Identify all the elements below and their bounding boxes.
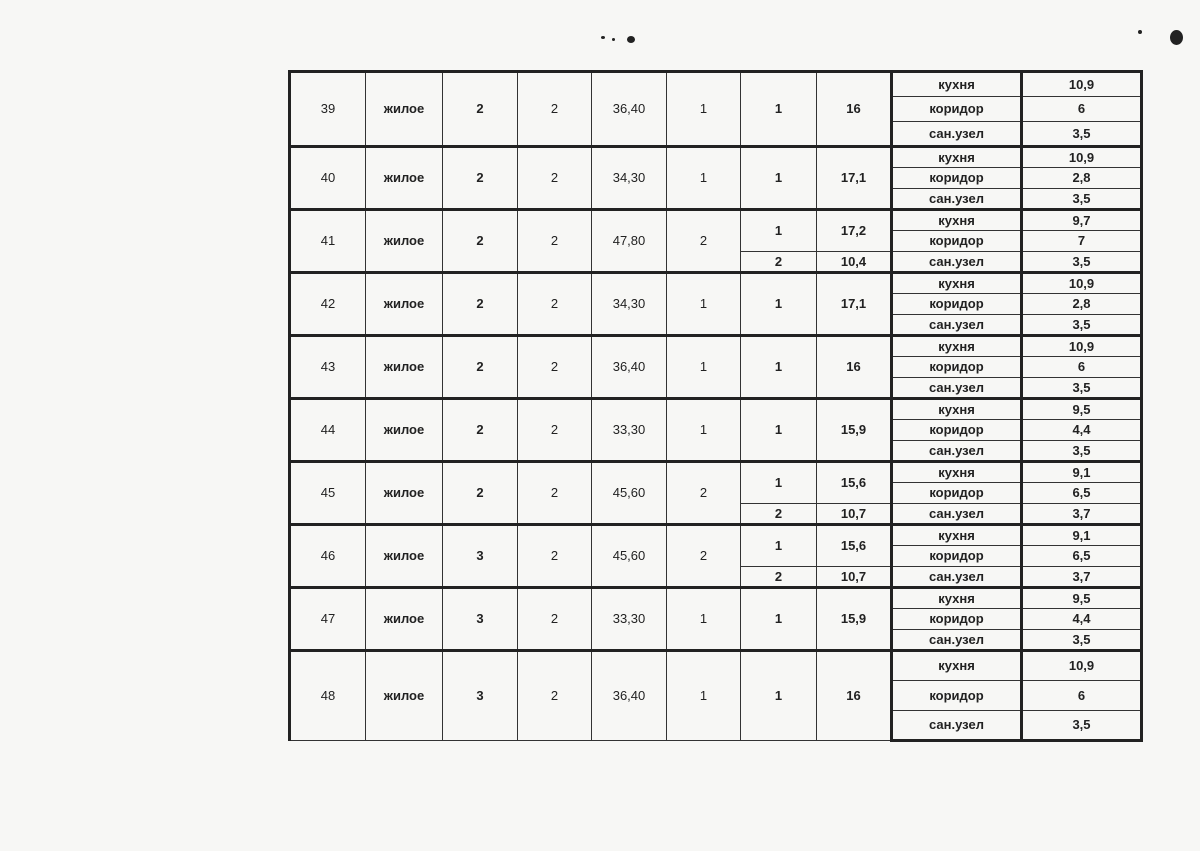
- apartment-number: 46: [290, 525, 366, 588]
- aux-room-area: 3,5: [1022, 122, 1142, 147]
- floor-value: 2: [443, 72, 518, 147]
- column-value: 2: [518, 336, 592, 399]
- aux-room-name: сан.узел: [892, 504, 1022, 525]
- apartment-number: 44: [290, 399, 366, 462]
- aux-room-area: 4,4: [1022, 420, 1142, 441]
- room-count: 2: [667, 462, 741, 525]
- room-number: 1: [741, 462, 817, 504]
- scan-speck: [601, 36, 605, 39]
- aux-room-name: коридор: [892, 609, 1022, 630]
- aux-room-area: 9,5: [1022, 399, 1142, 420]
- table-row: [290, 399, 1142, 420]
- room-area: 15,9: [817, 399, 892, 462]
- aux-room-area: 3,5: [1022, 378, 1142, 399]
- scan-speck: [612, 38, 615, 41]
- aux-room-area: 3,5: [1022, 315, 1142, 336]
- total-area: 45,60: [592, 462, 667, 525]
- premise-type: жилое: [366, 147, 443, 210]
- aux-room-area: 3,7: [1022, 567, 1142, 588]
- room-number: 1: [741, 147, 817, 210]
- aux-room-area: 6: [1022, 357, 1142, 378]
- aux-room-area: 3,5: [1022, 189, 1142, 210]
- room-area: 16: [817, 336, 892, 399]
- table-row: [290, 273, 1142, 294]
- aux-room-name: коридор: [892, 294, 1022, 315]
- aux-room-name: сан.узел: [892, 252, 1022, 273]
- room-count: 1: [667, 588, 741, 651]
- aux-room-area: 6: [1022, 97, 1142, 122]
- apartment-number: 48: [290, 651, 366, 741]
- scan-speck: [1138, 30, 1142, 34]
- column-value: 2: [518, 588, 592, 651]
- floor-value: 2: [443, 336, 518, 399]
- room-number: 2: [741, 567, 817, 588]
- apartment-table: [288, 70, 1143, 742]
- table-row: [290, 72, 1142, 97]
- premise-type: жилое: [366, 399, 443, 462]
- room-number: 1: [741, 273, 817, 336]
- floor-value: 3: [443, 651, 518, 741]
- floor-value: 2: [443, 462, 518, 525]
- apartment-number: 42: [290, 273, 366, 336]
- floor-value: 3: [443, 588, 518, 651]
- aux-room-area: 9,5: [1022, 588, 1142, 609]
- room-area: 15,6: [817, 462, 892, 504]
- aux-room-name: коридор: [892, 231, 1022, 252]
- aux-room-area: 2,8: [1022, 168, 1142, 189]
- premise-type: жилое: [366, 651, 443, 741]
- floor-value: 2: [443, 273, 518, 336]
- aux-room-name: коридор: [892, 681, 1022, 711]
- total-area: 34,30: [592, 273, 667, 336]
- aux-room-area: 6,5: [1022, 546, 1142, 567]
- column-value: 2: [518, 210, 592, 273]
- table-row: [290, 525, 1142, 546]
- aux-room-area: 3,5: [1022, 252, 1142, 273]
- column-value: 2: [518, 273, 592, 336]
- aux-room-name: кухня: [892, 210, 1022, 231]
- table-row: [290, 210, 1142, 231]
- room-area: 15,9: [817, 588, 892, 651]
- aux-room-name: кухня: [892, 147, 1022, 168]
- aux-room-area: 6: [1022, 681, 1142, 711]
- column-value: 2: [518, 462, 592, 525]
- aux-room-area: 9,1: [1022, 462, 1142, 483]
- column-value: 2: [518, 147, 592, 210]
- apartment-number: 43: [290, 336, 366, 399]
- room-area: 15,6: [817, 525, 892, 567]
- floor-value: 2: [443, 399, 518, 462]
- aux-room-area: 3,5: [1022, 711, 1142, 741]
- premise-type: жилое: [366, 462, 443, 525]
- room-number: 1: [741, 588, 817, 651]
- room-count: 1: [667, 399, 741, 462]
- aux-room-name: сан.узел: [892, 441, 1022, 462]
- aux-room-name: коридор: [892, 483, 1022, 504]
- total-area: 36,40: [592, 336, 667, 399]
- room-count: 1: [667, 336, 741, 399]
- room-number: 1: [741, 72, 817, 147]
- aux-room-name: кухня: [892, 462, 1022, 483]
- total-area: 33,30: [592, 588, 667, 651]
- room-number: 1: [741, 399, 817, 462]
- apartment-number: 39: [290, 72, 366, 147]
- room-area: 16: [817, 651, 892, 741]
- aux-room-area: 4,4: [1022, 609, 1142, 630]
- scan-speck: [627, 36, 635, 43]
- aux-room-name: сан.узел: [892, 630, 1022, 651]
- apartment-number: 40: [290, 147, 366, 210]
- aux-room-area: 3,7: [1022, 504, 1142, 525]
- aux-room-name: коридор: [892, 168, 1022, 189]
- aux-room-name: кухня: [892, 336, 1022, 357]
- room-number: 1: [741, 651, 817, 741]
- room-area: 17,1: [817, 147, 892, 210]
- room-number: 2: [741, 252, 817, 273]
- aux-room-name: кухня: [892, 273, 1022, 294]
- column-value: 2: [518, 651, 592, 741]
- aux-room-name: кухня: [892, 399, 1022, 420]
- total-area: 34,30: [592, 147, 667, 210]
- column-value: 2: [518, 525, 592, 588]
- aux-room-name: кухня: [892, 588, 1022, 609]
- table-row: [290, 336, 1142, 357]
- floor-value: 2: [443, 147, 518, 210]
- room-number: 1: [741, 525, 817, 567]
- aux-room-area: 7: [1022, 231, 1142, 252]
- aux-room-area: 9,7: [1022, 210, 1142, 231]
- floor-value: 2: [443, 210, 518, 273]
- aux-room-area: 10,9: [1022, 273, 1142, 294]
- room-area: 17,1: [817, 273, 892, 336]
- table-row: [290, 651, 1142, 681]
- room-number: 1: [741, 210, 817, 252]
- aux-room-area: 10,9: [1022, 651, 1142, 681]
- room-area: 10,4: [817, 252, 892, 273]
- room-count: 2: [667, 210, 741, 273]
- total-area: 45,60: [592, 525, 667, 588]
- apartment-number: 47: [290, 588, 366, 651]
- aux-room-name: коридор: [892, 420, 1022, 441]
- scan-speck: [1170, 30, 1183, 45]
- total-area: 33,30: [592, 399, 667, 462]
- total-area: 47,80: [592, 210, 667, 273]
- aux-room-name: сан.узел: [892, 378, 1022, 399]
- aux-room-name: сан.узел: [892, 122, 1022, 147]
- aux-room-name: кухня: [892, 651, 1022, 681]
- aux-room-name: коридор: [892, 546, 1022, 567]
- aux-room-name: сан.узел: [892, 711, 1022, 741]
- aux-room-area: 6,5: [1022, 483, 1142, 504]
- column-value: 2: [518, 72, 592, 147]
- aux-room-area: 3,5: [1022, 630, 1142, 651]
- room-number: 2: [741, 504, 817, 525]
- aux-room-name: коридор: [892, 357, 1022, 378]
- room-area: 10,7: [817, 504, 892, 525]
- aux-room-name: сан.узел: [892, 315, 1022, 336]
- room-area: 17,2: [817, 210, 892, 252]
- floor-value: 3: [443, 525, 518, 588]
- aux-room-name: кухня: [892, 72, 1022, 97]
- aux-room-name: сан.узел: [892, 189, 1022, 210]
- table-row: [290, 147, 1142, 168]
- room-count: 1: [667, 273, 741, 336]
- room-number: 1: [741, 336, 817, 399]
- room-count: 2: [667, 525, 741, 588]
- premise-type: жилое: [366, 525, 443, 588]
- table-row: [290, 588, 1142, 609]
- aux-room-name: сан.узел: [892, 567, 1022, 588]
- premise-type: жилое: [366, 273, 443, 336]
- aux-room-area: 10,9: [1022, 72, 1142, 97]
- aux-room-area: 10,9: [1022, 147, 1142, 168]
- room-count: 1: [667, 651, 741, 741]
- aux-room-area: 2,8: [1022, 294, 1142, 315]
- aux-room-name: коридор: [892, 97, 1022, 122]
- total-area: 36,40: [592, 651, 667, 741]
- room-count: 1: [667, 72, 741, 147]
- column-value: 2: [518, 399, 592, 462]
- aux-room-area: 10,9: [1022, 336, 1142, 357]
- room-area: 10,7: [817, 567, 892, 588]
- aux-room-name: кухня: [892, 525, 1022, 546]
- premise-type: жилое: [366, 336, 443, 399]
- aux-room-area: 9,1: [1022, 525, 1142, 546]
- premise-type: жилое: [366, 588, 443, 651]
- aux-room-area: 3,5: [1022, 441, 1142, 462]
- total-area: 36,40: [592, 72, 667, 147]
- room-area: 16: [817, 72, 892, 147]
- premise-type: жилое: [366, 210, 443, 273]
- apartment-number: 41: [290, 210, 366, 273]
- room-count: 1: [667, 147, 741, 210]
- apartment-number: 45: [290, 462, 366, 525]
- table-row: [290, 462, 1142, 483]
- premise-type: жилое: [366, 72, 443, 147]
